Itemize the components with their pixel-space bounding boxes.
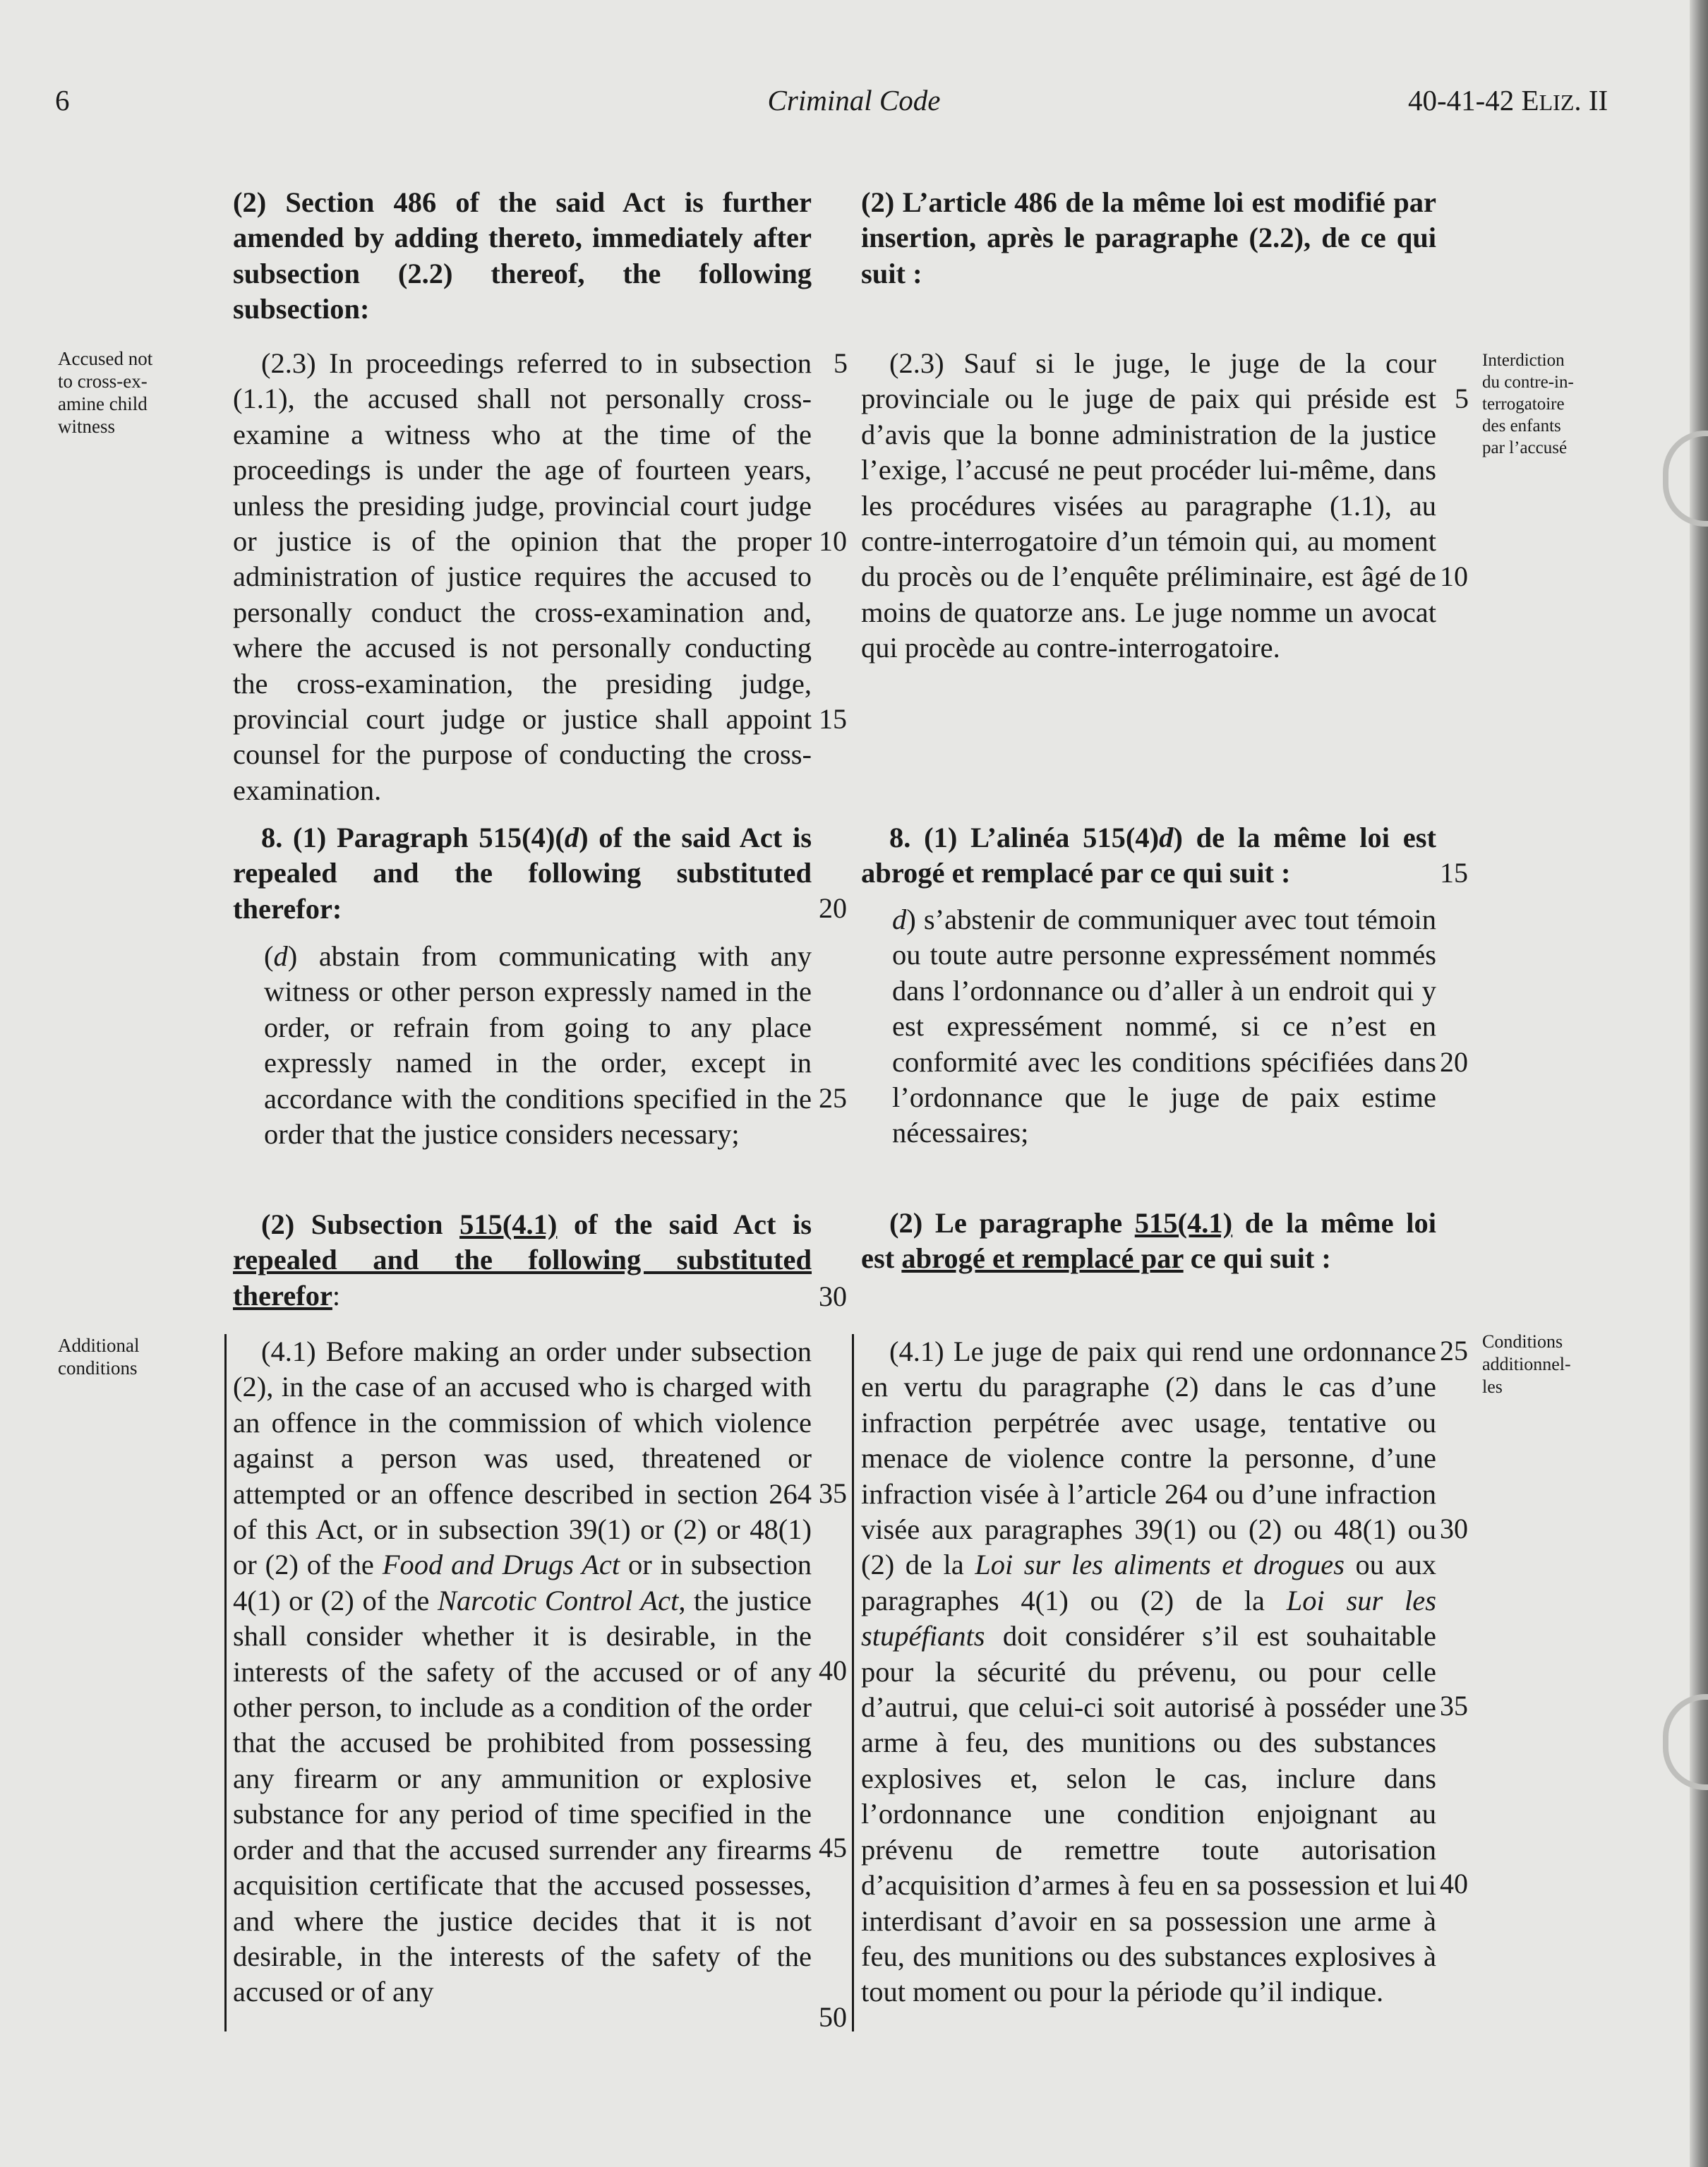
en-para-d: (d) abstain from communicating with any witness or other person expressly named in the order, or refrain from going to any place expressly named in the order, except in accordance with the conditions specified in the order that the justice considers necessary; (264, 940, 812, 1151)
fr-revision-bar (852, 1334, 854, 2031)
fr-s41-body: (4.1) Le juge de paix qui rend une ordonnance en vertu du paragraphe (2) dans le cas d’une infraction perpétrée avec usage, tentative ou menace de violence contre la personne, d’une infraction visée à l’article 264 ou d’une infraction visée aux paragraphes 39(1) ou (2) ou 48(1) ou (2) de la Loi sur les aliments et drogues ou aux paragraphes 4(1) ou (2) de la Loi sur les stupéfiants doit considérer s’il est souhaitable pour la sécurité du prévenu, ou pour celle d’autrui, que celui-ci soit autorisé à posséder une arme à feu, des munitions ou des substances explosives et, selon le cas, inclure dans l’ordonnance une condition enjoignant au prévenu de remettre toute autorisation d’acquisition d’armes à feu en sa possession et lui interdisant d’avoir en sa possession une arme à feu, des munitions ou des substances explosives à tout moment ou pour la période qu’il indique. (861, 1335, 1436, 2008)
margin-note-en-accused: Accused not to cross-ex- amine child witness (58, 348, 153, 437)
fr-line-20: 20 (1440, 1046, 1468, 1078)
en-s23-body: (2.3) In proceedings referred to in subsection (1.1), the accused shall not personally cross-examine a witness who at the time of the proceedings is under the age of fourteen years, unless the presiding judge, provincial court judge or justice is of the opinion that the proper administration of justice requires the accused to personally conduct the cross-examination and, where the accused is not personally conducting the cross-examination, the presiding judge, provincial court judge or justice shall appoint counsel for the purpose of conducting the cross-examination. (233, 347, 812, 806)
fr-line-25: 25 (1440, 1335, 1468, 1367)
en-s82-heading: (2) Subsection 515(4.1) of the said Act is repealed and the following substituted therefor: (233, 1208, 812, 1311)
en-revision-bar (224, 1334, 227, 2031)
binder-ring-bottom (1663, 1694, 1708, 1790)
fr-s82-heading: (2) Le paragraphe 515(4.1) de la même loi est abrogé et remplacé par ce qui suit : (861, 1207, 1436, 1275)
fr-s23-body: (2.3) Sauf si le juge, le juge de la cour provinciale ou le juge de paix qui préside est d’avis que la bonne administration de la justice l’exige, l’accusé ne peut procéder lui-même, dans les procédures visées au paragraphe (1.1), au contre-interrogatoire d’un témoin qui, au moment du procès ou de l’enquête préliminaire, est âgé de moins de quatorze ans. Le juge nomme un avocat qui procède au contre-interrogatoire. (861, 347, 1436, 664)
fr-s2-heading: (2) L’article 486 de la même loi est modifié par insertion, après le paragraphe (2.2), de ce qui suit : (861, 186, 1436, 289)
page-number: 6 (55, 84, 70, 116)
en-line-35: 35 (819, 1477, 847, 1509)
en-line-15: 15 (819, 703, 847, 735)
en-line-25: 25 (819, 1082, 847, 1114)
fr-s8-heading: 8. (1) L’alinéa 515(4)d) de la même loi est abrogé et remplacé par ce qui suit : (861, 822, 1436, 889)
binder-ring-top (1663, 431, 1708, 527)
page-edge-shadow (1690, 0, 1708, 2167)
en-s8-heading: 8. (1) Paragraph 515(4)(d) of the said Act is repealed and the following substituted therefor: (233, 822, 812, 925)
fr-line-10: 10 (1440, 560, 1468, 592)
fr-line-5: 5 (1455, 383, 1469, 414)
en-line-20: 20 (819, 892, 847, 924)
margin-note-fr-additional: Conditions additionnel- les (1482, 1331, 1571, 1397)
fr-line-30: 30 (1440, 1513, 1468, 1544)
en-line-5: 5 (834, 347, 848, 379)
en-line-10: 10 (819, 525, 847, 557)
en-line-30: 30 (819, 1280, 847, 1312)
running-title: Criminal Code (767, 84, 941, 116)
en-s41-body: (4.1) Before making an order under subsection (2), in the case of an accused who is charged with an offence in the commission of which violence against a person was used, threatened or attempted or an offence described in section 264 of this Act, or in subsection 39(1) or (2) or 48(1) or (2) of the Food and Drugs Act or in subsection 4(1) or (2) of the Narcotic Control Act, the justice shall consider whether it is desirable, in the interests of the safety of the accused or of any other person, to include as a condition of the order that the accused be prohibited from possessing any firearm or any ammunition or explosive substance for any period of time specified in the order and that the accused surrender any firearms acquisition certificate that the accused possesses, and where the justice decides that it is not desirable, in the interests of the safety of the accused or of any (233, 1335, 812, 2008)
en-line-45: 45 (819, 1832, 847, 1863)
regnal-year: 40-41-42 ELIZ. II (1408, 84, 1608, 116)
en-line-40: 40 (819, 1655, 847, 1686)
margin-note-en-additional: Additional conditions (58, 1335, 140, 1379)
margin-note-fr-accused: Interdiction du contre-in- terrogatoire des enfants par l’accusé (1482, 351, 1574, 457)
en-s2-heading: (2) Section 486 of the said Act is further amended by adding thereto, immediately after subsection (2.2) thereof, the following subsection: (233, 186, 812, 325)
en-line-50: 50 (819, 2001, 847, 2033)
fr-line-15: 15 (1440, 857, 1468, 889)
fr-para-d: d) s’abstenir de communiquer avec tout témoin ou toute autre personne expressément nommés dans l’ordonnance ou d’aller à un endroit qui y est expressément nommé, si ce n’est en conformité avec les conditions spécifiées dans l’ordonnance que le juge de paix estime nécessaires; (892, 904, 1436, 1149)
fr-line-40: 40 (1440, 1868, 1468, 1899)
fr-line-35: 35 (1440, 1690, 1468, 1722)
